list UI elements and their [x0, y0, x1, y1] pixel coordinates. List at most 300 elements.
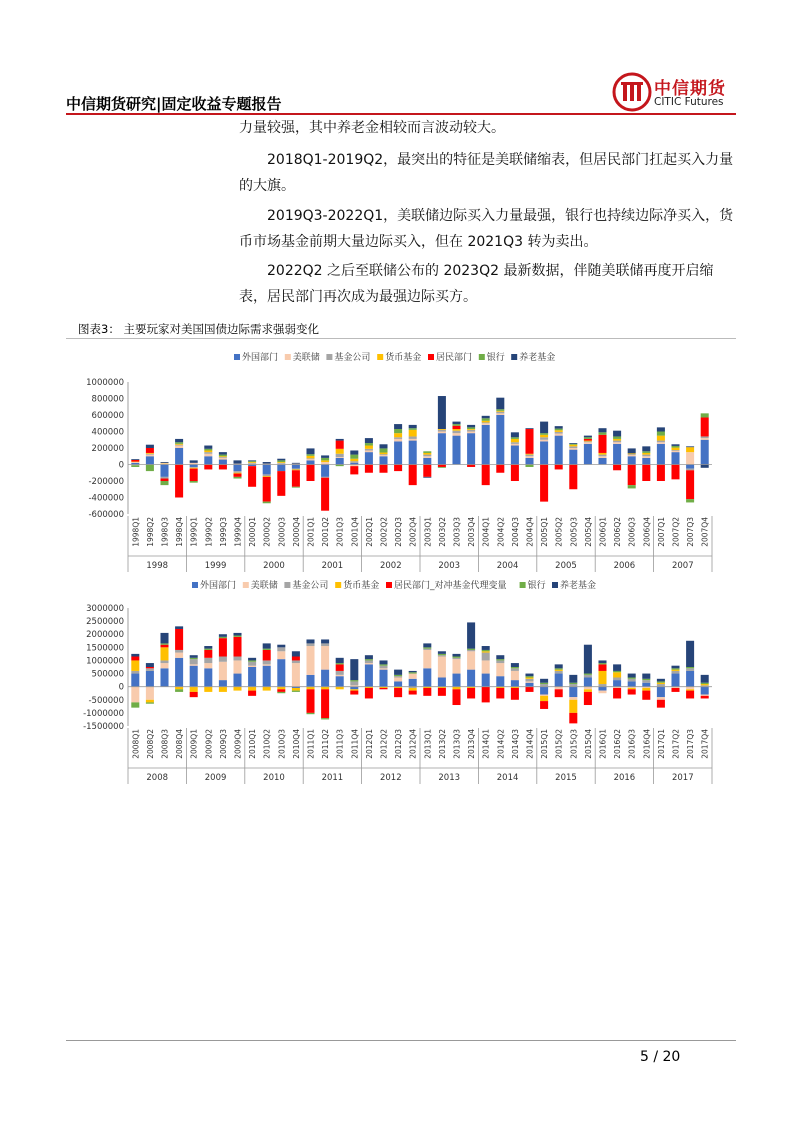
x-tick-label: 2014Q1	[481, 729, 491, 759]
bar-segment	[146, 448, 154, 453]
year-label: 2008	[146, 773, 169, 783]
bar-segment	[365, 659, 373, 660]
bar-segment	[686, 446, 694, 447]
year-label: 1999	[204, 561, 227, 571]
bar-segment	[642, 680, 650, 683]
bar-segment	[628, 455, 636, 456]
year-label: 2005	[555, 561, 577, 571]
bar-segment	[131, 687, 139, 703]
bar-segment	[409, 671, 417, 672]
bar-segment	[365, 465, 373, 473]
x-tick-label: 2003Q1	[423, 517, 433, 547]
bar-segment	[584, 442, 592, 444]
legend-swatch	[479, 354, 485, 360]
bar-segment	[452, 657, 460, 658]
footer-rule	[66, 1040, 736, 1041]
bar-segment	[657, 687, 665, 697]
bar-segment	[598, 428, 606, 432]
bar-segment	[248, 667, 256, 687]
bar-segment	[467, 432, 475, 434]
x-tick-label: 2001Q2	[321, 517, 331, 547]
bar-segment	[452, 429, 460, 431]
bar-segment	[248, 687, 256, 691]
bar-segment	[598, 453, 606, 455]
bar-segment	[321, 639, 329, 643]
bar-segment	[657, 427, 665, 431]
bar-segment	[511, 432, 519, 437]
bar-segment	[540, 437, 548, 439]
bar-segment	[555, 465, 563, 470]
bar-segment	[642, 455, 650, 457]
bar-segment	[379, 455, 387, 456]
bar-segment	[452, 426, 460, 429]
bar-segment	[496, 659, 504, 660]
bar-segment	[321, 455, 329, 457]
bar-segment	[467, 688, 475, 698]
bar-segment	[569, 444, 577, 445]
bar-segment	[365, 664, 373, 686]
bar-segment	[365, 446, 373, 449]
bar-segment	[540, 679, 548, 683]
bar-segment	[540, 465, 548, 502]
bar-segment	[423, 647, 431, 648]
bar-segment	[263, 477, 271, 502]
bar-segment	[701, 413, 709, 417]
x-tick-label: 2006Q3	[627, 517, 637, 547]
bar-segment	[350, 466, 358, 474]
bar-segment	[452, 422, 460, 424]
bar-segment	[365, 660, 373, 663]
bar-segment	[701, 695, 709, 696]
bar-segment	[598, 455, 606, 457]
bar-segment	[277, 462, 285, 463]
bar-segment	[482, 651, 490, 652]
bar-segment	[277, 459, 285, 461]
legend-label: 银行	[486, 353, 505, 363]
bar-segment	[555, 670, 563, 671]
bar-segment	[438, 651, 446, 654]
x-tick-label: 2016Q3	[627, 729, 637, 759]
bar-segment	[452, 674, 460, 687]
x-tick-label: 2012Q4	[408, 729, 418, 759]
y-tick-label: 1500000	[86, 643, 124, 654]
legend-swatch	[243, 582, 249, 588]
bar-segment	[365, 449, 373, 451]
bar-segment	[146, 663, 154, 667]
bar-segment	[263, 502, 271, 504]
bar-segment	[190, 460, 198, 462]
bar-segment	[686, 689, 694, 690]
bar-segment	[233, 633, 241, 636]
bar-segment	[306, 460, 314, 464]
bar-segment	[350, 691, 358, 695]
x-tick-label: 2013Q3	[452, 729, 462, 759]
bar-segment	[336, 457, 344, 458]
bar-segment	[452, 424, 460, 426]
bar-segment	[292, 469, 300, 470]
bar-segment	[204, 687, 212, 692]
x-tick-label: 2000Q1	[248, 517, 258, 547]
bar-segment	[569, 683, 577, 684]
bar-segment	[131, 702, 139, 707]
bar-segment	[233, 471, 241, 473]
bar-segment	[160, 479, 168, 481]
x-tick-label: 2013Q4	[467, 729, 477, 759]
year-label: 2002	[379, 561, 402, 571]
bar-segment	[423, 458, 431, 465]
bar-segment	[204, 450, 212, 452]
bar-segment	[511, 671, 519, 680]
bar-segment	[219, 637, 227, 638]
bar-segment	[190, 469, 198, 481]
legend-label: 货币基金	[343, 581, 380, 591]
bar-segment	[263, 462, 271, 464]
bar-segment	[686, 667, 694, 668]
x-tick-label: 1999Q1	[189, 517, 199, 547]
year-label: 2011	[321, 773, 344, 783]
bar-segment	[160, 643, 168, 644]
bar-segment	[525, 428, 533, 429]
bar-segment	[190, 659, 198, 664]
x-tick-label: 2017Q4	[700, 729, 710, 759]
bar-segment	[146, 687, 154, 700]
bar-segment	[540, 696, 548, 701]
bar-segment	[277, 463, 285, 464]
bar-segment	[306, 454, 314, 456]
citic-logo	[612, 70, 742, 114]
bar-segment	[190, 687, 198, 692]
bar-segment	[306, 639, 314, 643]
bar-segment	[628, 448, 636, 453]
bar-segment	[219, 458, 227, 460]
bar-segment	[569, 445, 577, 447]
bar-segment	[306, 643, 314, 646]
bar-segment	[233, 674, 241, 687]
bar-segment	[219, 457, 227, 458]
bar-segment	[496, 688, 504, 698]
bar-segment	[467, 430, 475, 432]
x-tick-label: 2006Q4	[642, 517, 652, 547]
bar-segment	[613, 431, 621, 437]
year-label: 2009	[204, 773, 227, 783]
year-label: 2001	[321, 561, 344, 571]
bar-segment	[628, 465, 636, 486]
bar-segment	[409, 441, 417, 465]
bar-segment	[496, 660, 504, 663]
bar-segment	[701, 417, 709, 436]
bar-segment	[613, 439, 621, 441]
bar-segment	[336, 664, 344, 671]
bar-segment	[671, 451, 679, 452]
bar-segment	[642, 683, 650, 687]
bar-segment	[598, 671, 606, 684]
bar-segment	[598, 691, 606, 694]
y-tick-label: -200000	[88, 477, 124, 487]
paragraph-3: 2019Q3-2022Q1，美联储边际买入力量最强，银行也持续边际净买入，货币市场基金前期大量边际买入，但在 2021Q3 转为卖出。	[239, 208, 734, 250]
bar-segment	[277, 460, 285, 462]
x-tick-label: 2016Q1	[598, 729, 608, 759]
bar-segment	[350, 680, 358, 681]
bar-segment	[657, 444, 665, 465]
bar-segment	[482, 687, 490, 703]
bar-segment	[204, 649, 212, 650]
bar-segment	[467, 427, 475, 429]
bar-segment	[204, 456, 212, 464]
bar-segment	[671, 668, 679, 669]
x-tick-label: 2000Q3	[277, 517, 287, 547]
bar-segment	[642, 451, 650, 453]
bar-segment	[467, 425, 475, 427]
bar-segment	[555, 674, 563, 687]
bar-segment	[365, 443, 373, 445]
y-tick-label: 0	[118, 682, 124, 693]
bar-segment	[233, 465, 241, 472]
bar-segment	[701, 687, 709, 695]
x-tick-label: 2008Q4	[175, 729, 185, 759]
bar-segment	[525, 683, 533, 687]
bar-segment	[409, 436, 417, 438]
bar-segment	[613, 671, 621, 672]
bar-segment	[292, 651, 300, 656]
bar-segment	[190, 467, 198, 468]
x-tick-label: 2007Q2	[671, 517, 681, 547]
bar-segment	[321, 460, 329, 462]
bar-segment	[233, 460, 241, 463]
bar-segment	[204, 646, 212, 649]
bar-segment	[409, 425, 417, 428]
bar-segment	[628, 674, 636, 678]
bar-segment	[321, 670, 329, 687]
bar-segment	[657, 442, 665, 444]
bar-segment	[321, 478, 329, 511]
bar-segment	[467, 650, 475, 651]
bar-segment	[701, 440, 709, 465]
bar-segment	[496, 409, 504, 411]
bar-segment	[525, 681, 533, 682]
bar-segment	[584, 674, 592, 675]
bar-segment	[263, 649, 271, 650]
bar-segment	[336, 658, 344, 663]
bar-segment	[482, 425, 490, 465]
bar-segment	[160, 465, 168, 477]
bar-segment	[555, 426, 563, 428]
bar-segment	[263, 476, 271, 477]
bar-segment	[175, 444, 183, 445]
x-tick-label: 2009Q4	[233, 729, 243, 759]
bar-segment	[204, 449, 212, 451]
bar-segment	[511, 663, 519, 667]
bar-segment	[452, 654, 460, 657]
bar-segment	[438, 429, 446, 430]
bar-segment	[511, 442, 519, 444]
bar-segment	[160, 633, 168, 643]
bar-segment	[379, 666, 387, 669]
bar-segment	[686, 671, 694, 687]
bar-segment	[248, 462, 256, 463]
bar-segment	[306, 458, 314, 459]
bar-segment	[496, 398, 504, 410]
bar-segment	[525, 679, 533, 682]
bar-segment	[131, 671, 139, 674]
x-tick-label: 2009Q2	[204, 729, 214, 759]
x-tick-label: 2013Q2	[437, 729, 447, 759]
year-label: 1998	[146, 561, 169, 571]
bar-segment	[219, 634, 227, 637]
bar-segment	[277, 647, 285, 651]
x-tick-label: 2005Q1	[540, 517, 550, 547]
bar-segment	[306, 713, 314, 714]
bar-segment	[336, 671, 344, 675]
figure-caption: 图表3： 主要玩家对美国国债边际需求强弱变化	[78, 322, 319, 336]
bar-segment	[306, 459, 314, 460]
legend-swatch	[285, 354, 291, 360]
bar-segment	[219, 680, 227, 687]
bar-segment	[511, 680, 519, 687]
bar-segment	[379, 670, 387, 687]
bar-segment	[555, 668, 563, 669]
bar-segment	[233, 477, 241, 479]
bar-segment	[131, 657, 139, 661]
bar-segment	[350, 659, 358, 680]
year-label: 2004	[496, 561, 519, 571]
bar-segment	[379, 668, 387, 669]
x-tick-label: 2004Q1	[481, 517, 491, 547]
bar-segment	[146, 702, 154, 703]
bar-segment	[394, 433, 402, 437]
x-tick-label: 1999Q2	[204, 517, 214, 547]
bar-segment	[642, 465, 650, 482]
bar-segment	[438, 657, 446, 678]
x-tick-label: 2003Q4	[467, 517, 477, 547]
bar-segment	[292, 463, 300, 464]
bar-segment	[584, 439, 592, 441]
bar-segment	[657, 683, 665, 684]
bar-segment	[482, 418, 490, 420]
bar-segment	[292, 470, 300, 487]
bar-segment	[671, 670, 679, 671]
bar-segment	[511, 439, 519, 442]
bar-segment	[540, 441, 548, 464]
y-tick-label: -1500000	[83, 722, 124, 732]
bar-segment	[219, 662, 227, 680]
year-label: 2012	[379, 773, 402, 783]
y-tick-label: -600000	[88, 510, 124, 520]
bar-segment	[379, 660, 387, 664]
bar-segment	[131, 654, 139, 657]
bar-segment	[292, 657, 300, 661]
legend-label: 外国部门	[242, 353, 279, 363]
page-number: 5 / 20	[640, 1049, 681, 1065]
bar-segment	[277, 471, 285, 496]
bar-segment	[686, 668, 694, 671]
bar-segment	[233, 474, 241, 477]
bar-segment	[540, 433, 548, 435]
bar-segment	[657, 441, 665, 443]
bar-segment	[467, 433, 475, 464]
bar-segment	[409, 674, 417, 679]
bar-segment	[336, 441, 344, 449]
bar-segment	[540, 440, 548, 442]
bar-segment	[423, 456, 431, 458]
bar-segment	[277, 465, 285, 472]
bar-segment	[686, 470, 694, 499]
bar-segment	[306, 456, 314, 458]
year-label: 2013	[438, 773, 461, 783]
bar-segment	[160, 668, 168, 686]
bar-segment	[584, 441, 592, 442]
bar-segment	[525, 676, 533, 677]
x-tick-label: 2016Q2	[613, 729, 623, 759]
bar-segment	[525, 687, 533, 692]
bar-segment	[379, 688, 387, 689]
x-tick-label: 2011Q1	[306, 729, 316, 759]
x-tick-label: 2017Q3	[686, 729, 696, 759]
bar-segment	[336, 663, 344, 664]
year-label: 2010	[263, 773, 285, 783]
bar-segment	[146, 700, 154, 703]
bar-segment	[482, 646, 490, 650]
x-tick-label: 1998Q3	[160, 517, 170, 547]
bar-segment	[175, 445, 183, 446]
bar-segment	[175, 439, 183, 442]
bar-segment	[482, 422, 490, 423]
bar-segment	[511, 668, 519, 671]
bar-segment	[555, 432, 563, 434]
bar-segment	[613, 680, 621, 687]
bar-segment	[160, 660, 168, 663]
bar-segment	[686, 691, 694, 699]
bar-segment	[379, 465, 387, 473]
bar-segment	[569, 675, 577, 683]
x-tick-label: 1998Q4	[175, 517, 185, 547]
bar-segment	[233, 473, 241, 474]
bar-segment	[657, 436, 665, 441]
bar-segment	[628, 453, 636, 454]
legend-label: 货币基金	[385, 353, 422, 363]
bar-segment	[292, 465, 300, 469]
x-tick-label: 2004Q4	[525, 517, 535, 547]
bar-segment	[540, 683, 548, 684]
x-tick-label: 2010Q4	[291, 729, 301, 759]
bar-segment	[569, 443, 577, 444]
logo-chinese-name: 中信期货	[654, 79, 726, 99]
bar-segment	[686, 641, 694, 667]
bar-segment	[686, 465, 694, 469]
paragraph-1: 力量较强，其中养老金相较而言波动较大。	[239, 120, 505, 136]
bar-segment	[628, 485, 636, 488]
bar-segment	[511, 667, 519, 668]
bar-segment	[190, 481, 198, 483]
bar-segment	[628, 454, 636, 455]
x-tick-label: 2012Q1	[364, 729, 374, 759]
bar-segment	[482, 423, 490, 425]
bar-segment	[394, 675, 402, 676]
bar-segment	[569, 450, 577, 465]
bar-segment	[409, 428, 417, 430]
figure-rule	[66, 338, 736, 339]
bar-segment	[686, 499, 694, 502]
bar-segment	[511, 465, 519, 482]
bar-segment	[146, 671, 154, 687]
bar-segment	[584, 441, 592, 442]
x-tick-label: 2004Q3	[510, 517, 520, 547]
bar-segment	[336, 454, 344, 457]
bar-segment	[175, 465, 183, 498]
x-tick-label: 2011Q4	[350, 729, 360, 759]
bar-segment	[686, 452, 694, 464]
legend-label: 美联储	[250, 581, 278, 591]
legend-label: 基金公司	[292, 581, 329, 591]
